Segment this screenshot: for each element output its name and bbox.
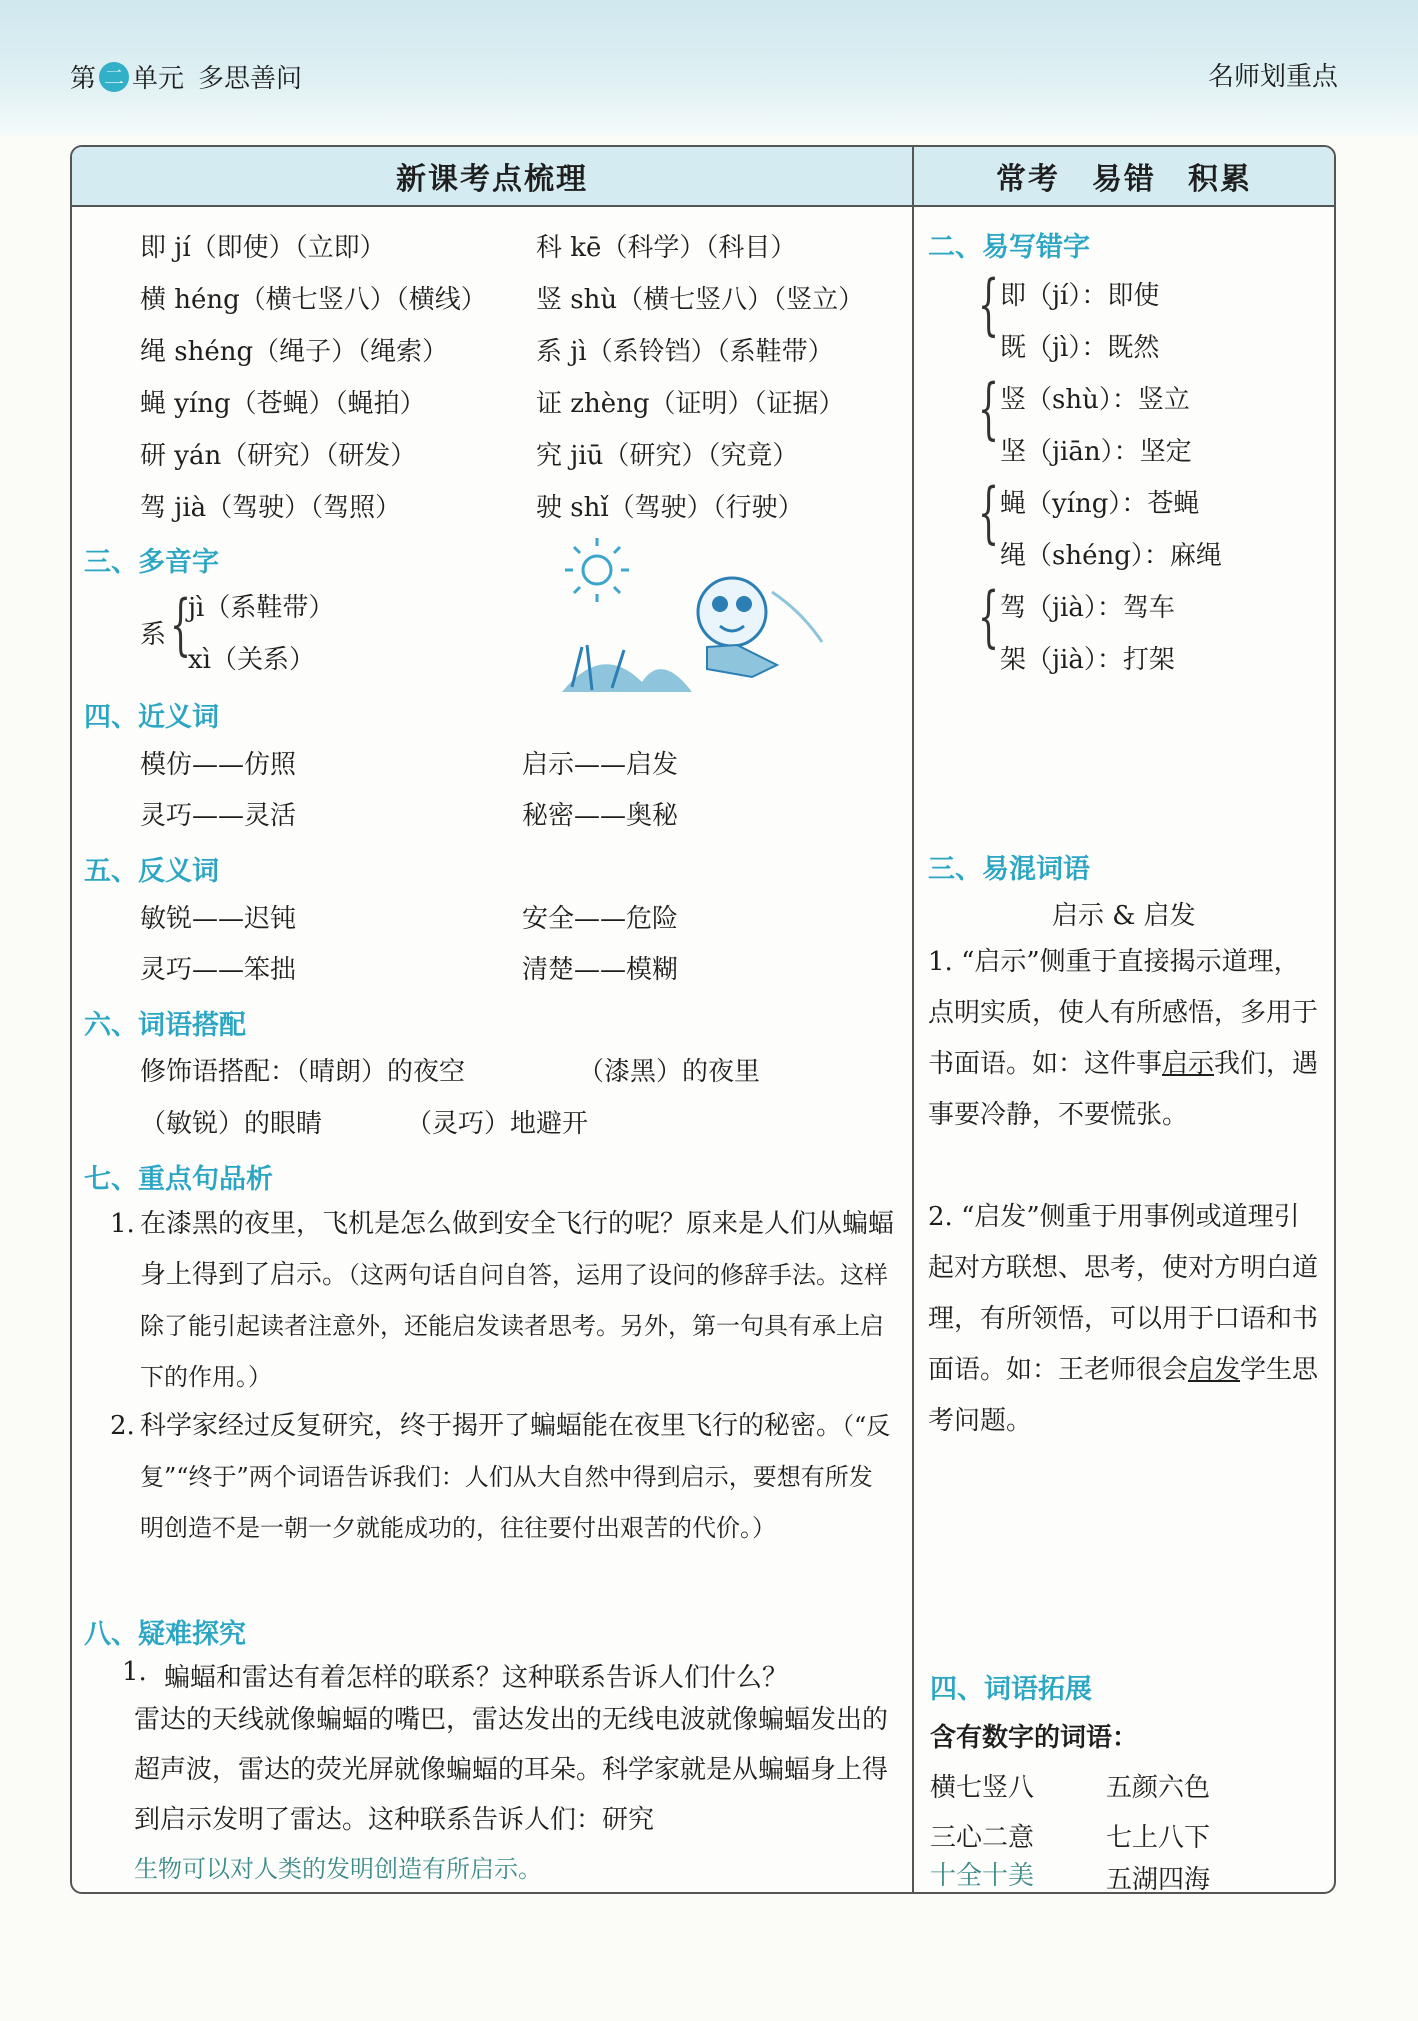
word-pair: 灵巧——笨拙 [140,955,297,985]
underlined-word: 启发 [1188,1355,1241,1385]
collocation: 修饰语搭配：（晴朗）的夜空 [140,1057,466,1087]
section-title: 四、近义词 [84,702,219,733]
word-pair: 灵巧——灵活 [140,801,297,831]
idiom: 五湖四海 [1106,1865,1211,1895]
brace-icon: { [978,578,999,655]
analysis-note: （“反复”“终于”两个词语告诉我们：人们从大自然中得到启示，要想有所发明创造不是一朝一夕就能成功的，往往要付出艰苦的代价。） [140,1412,891,1542]
word-pair: 秘密——奥秘 [522,801,679,831]
vocab-item: 绳 shéng（绳子）（绳索） [140,337,449,367]
collocation: （灵巧）地避开 [406,1109,589,1139]
vocab-item: 研 yán（研究）（研发） [140,441,417,471]
usage-text: 2. “启发”侧重于用事例或道理引起对方联想、思考，使对方明白道理，有所领悟，可以用于口语和书面语。如：王老师很会 [928,1202,1319,1385]
key-sentence: 在漆黑的夜里，飞机是怎么做到安全飞行的呢？原来是人们从蝙蝠身上得到了启示。 [140,1209,895,1290]
left-column-title: 新课考点梳理 [72,147,912,207]
char-item: 即（jí）：即使 [1000,281,1160,311]
char-item: 架（jià）：打架 [1000,645,1175,675]
polyphone-reading: jì（系鞋带） [188,593,335,623]
underlined-word: 启示 [1162,1049,1215,1079]
char-item: 坚（jiān）：坚定 [1000,437,1192,467]
unit-suffix: 单元 [132,64,185,94]
section-title: 二、易写错字 [928,232,1090,263]
cartoon-illustration-icon [542,532,842,702]
answer-end: 生物可以对人类的发明创造有所启示。 [134,1855,542,1883]
vocab-item: 横 héng（横七竖八）（横线） [140,285,487,315]
polyphone-reading: xì（关系） [188,645,315,675]
word-pair: 敏锐——迟钝 [140,904,297,934]
question: 蝙蝠和雷达有着怎样的联系？这种联系告诉人们什么？ [164,1663,789,1693]
idiom: 横七竖八 [930,1773,1035,1803]
vocab-item: 证 zhèng（证明）（证据） [536,389,845,419]
section-title: 七、重点句品析 [84,1164,273,1195]
content-frame [70,145,1336,1894]
usage-paragraph [928,1192,1322,1447]
polyphone-char: 系 [140,620,167,650]
word-pair: 模仿——仿照 [140,750,297,780]
compare-title: 启示 & 启发 [1052,901,1196,931]
unit-prefix: 第 [70,64,97,94]
word-pair: 安全——危险 [522,904,679,934]
brace-icon: { [978,370,999,447]
answer: 雷达的天线就像蝙蝠的嘴巴，雷达发出的无线电波就像蝙蝠发出的超声波，雷达的荧光屏就像蝙蝠的耳朵。科学家就是从蝙蝠身上得到启示发明了雷达。这种联系告诉人们：研究 [134,1705,889,1835]
section-title: 五、反义词 [84,856,219,887]
char-item: 既（jì）：既然 [1000,333,1160,363]
column-divider [912,147,914,1892]
collocation: （敏锐）的眼睛 [140,1109,323,1139]
vocab-item: 即 jí（即使）（立即） [140,233,386,263]
usage-text: 学生思考问题。 [928,1355,1319,1436]
char-item: 竖（shù）：竖立 [1000,385,1190,415]
char-item: 绳（shéng）：麻绳 [1000,541,1222,571]
vocab-item: 究 jiū（研究）（究竟） [536,441,799,471]
word-list-label: 含有数字的词语： [930,1723,1139,1753]
section-title: 六、词语搭配 [84,1010,246,1041]
section-title: 八、疑难探究 [84,1619,246,1650]
idiom: 十全十美 [930,1861,1035,1891]
analysis-item [140,1199,896,1403]
vocab-item: 驶 shǐ（驾驶）（行驶） [536,493,804,523]
char-item: 蝇（yíng）：苍蝇 [1000,489,1200,519]
usage-paragraph [928,937,1322,1141]
item-number: 1. [110,1209,135,1239]
section-title: 四、词语拓展 [930,1674,1092,1705]
word-pair: 启示——启发 [522,750,679,780]
idiom: 七上八下 [1106,1823,1211,1853]
section-title: 三、多音字 [84,547,219,578]
item-number: 1. [122,1657,147,1687]
vocab-item: 系 jì（系铃铛）（系鞋带） [536,337,834,367]
usage-text: 我们，遇事要冷静，不要慌张。 [928,1049,1319,1130]
unit-number-badge: 二 [99,62,129,92]
key-sentence: 科学家经过反复研究，终于揭开了蝙蝠能在夜里飞行的秘密。 [140,1411,843,1441]
collocation: （漆黑）的夜里 [578,1057,761,1087]
unit-title: 多思善问 [198,64,303,94]
page-tag: 名师划重点 [1207,62,1338,92]
section-title: 三、易混词语 [928,854,1090,885]
unit-header [70,58,302,95]
item-number: 2. [110,1411,135,1441]
right-column-title: 常考 易错 积累 [914,147,1334,207]
usage-text: 1. “启示”侧重于直接揭示道理，点明实质，使人有所感悟，多用于书面语。如：这件事 [928,947,1319,1079]
word-pair: 清楚——模糊 [522,955,679,985]
idiom: 三心二意 [930,1823,1035,1853]
brace-icon: { [978,266,999,343]
analysis-item [140,1401,896,1554]
char-item: 驾（jià）：驾车 [1000,593,1175,623]
vocab-item: 驾 jià（驾驶）（驾照） [140,493,402,523]
idiom: 五颜六色 [1106,1773,1211,1803]
brace-icon: { [170,586,191,663]
vocab-item: 科 kē（科学）（科目） [536,233,797,263]
analysis-note: （这两句话自问自答，运用了设问的修辞手法。这样除了能引起读者注意外，还能启发读者思考。另外，第一句具有承上启下的作用。） [140,1261,889,1391]
vocab-item: 竖 shù（横七竖八）（竖立） [536,285,865,315]
brace-icon: { [978,474,999,551]
vocab-item: 蝇 yíng（苍蝇）（蝇拍） [140,389,426,419]
